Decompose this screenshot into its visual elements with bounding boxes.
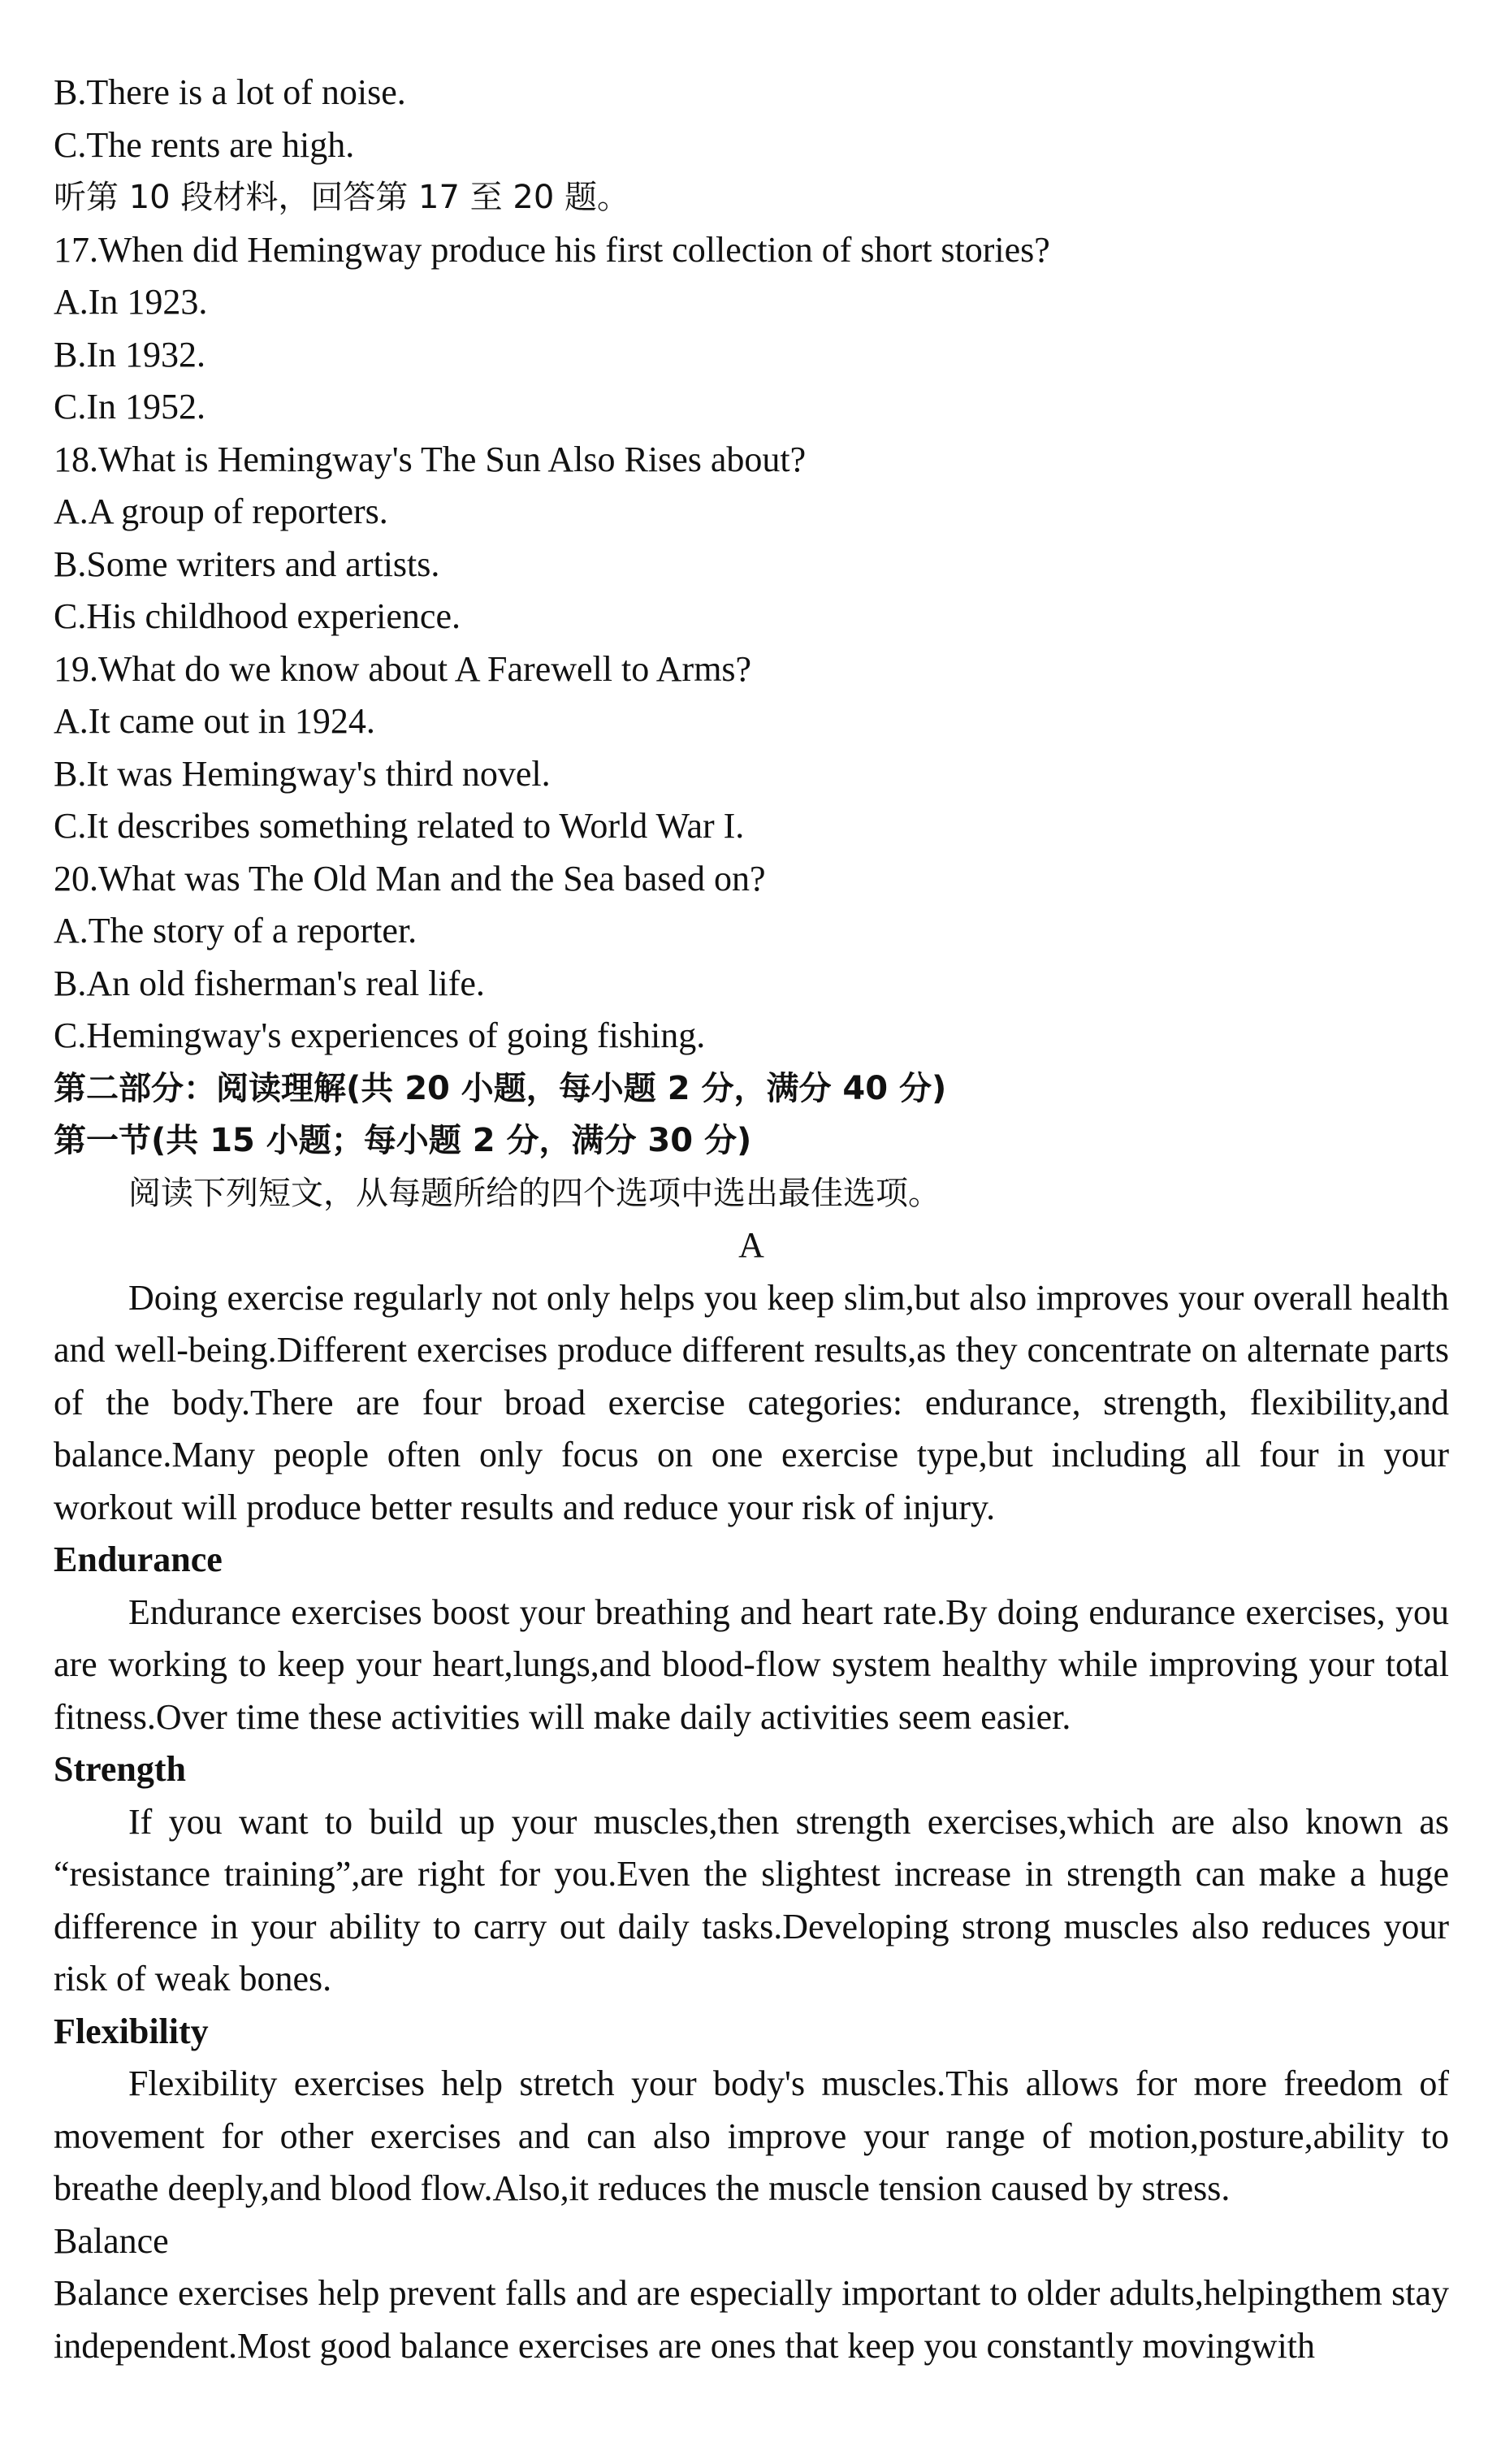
question-stem: 17.When did Hemingway produce his first collection of short stories? — [54, 229, 1050, 270]
option-line: B.Some writers and artists. — [54, 543, 440, 584]
page-content — [54, 67, 1449, 2372]
question-stem: 20.What was The Old Man and the Sea based on? — [54, 858, 766, 899]
flexibility-paragraph: Flexibility exercises help stretch your body's muscles.This allows for more freedom of movement for other exercises and can also improve your range of motion,posture,ability to breathe deeply,and blood flow.Also,it reduces the muscle tension caused by stress. — [54, 2063, 1449, 2208]
option-line: B.There is a lot of noise. — [54, 72, 406, 112]
option-line: A.It came out in 1924. — [54, 701, 375, 741]
reading-instruction: 阅读下列短文，从每题所给的四个选项中选出最佳选项。 — [128, 1174, 941, 1212]
passage-letter: A — [738, 1225, 764, 1265]
option-line: A.The story of a reporter. — [54, 911, 417, 951]
strength-paragraph: If you want to build up your muscles,then strength exercises,which are also known as “resistance training”,are right for you.Even the slightest increase in strength can make a huge difference in your ability to carry out daily tasks.Developing strong muscles also reduces your risk of weak bones. — [54, 1801, 1449, 1998]
option-line: B.An old fisherman's real life. — [54, 963, 485, 1003]
option-line: C.It describes something related to World War I. — [54, 806, 745, 846]
option-line: C.Hemingway's experiences of going fishing. — [54, 1015, 706, 1055]
option-line: B.In 1932. — [54, 334, 205, 375]
endurance-paragraph: Endurance exercises boost your breathing and heart rate.By doing endurance exercises, you are working to keep your heart,lungs,and blood-flow system healthy while improving your total fitness.Over time these activities will make daily activities seem easier. — [54, 1591, 1449, 1737]
option-line: B.It was Hemingway's third novel. — [54, 753, 551, 794]
option-line: C.The rents are high. — [54, 124, 355, 165]
part-title: 第二部分：阅读理解(共 20 小题，每小题 2 分，满分 40 分) — [54, 1069, 947, 1107]
option-line: C.In 1952. — [54, 387, 205, 427]
section-title: 第一节(共 15 小题；每小题 2 分，满分 30 分) — [54, 1122, 752, 1159]
flexibility-heading: Flexibility — [54, 2011, 209, 2051]
endurance-heading: Endurance — [54, 1539, 223, 1579]
balance-paragraph: Balance exercises help prevent falls and are especially important to older adults,helpingthem stay independent.Most good balance exercises are ones that keep you constantly movingwith — [54, 2273, 1449, 2366]
option-line: A.In 1923. — [54, 282, 208, 322]
option-line: C.His childhood experience. — [54, 596, 461, 636]
option-line: A.A group of reporters. — [54, 492, 388, 531]
strength-heading: Strength — [54, 1749, 186, 1789]
question-stem: 18.What is Hemingway's The Sun Also Rises about? — [54, 439, 807, 479]
balance-heading: Balance — [54, 2220, 169, 2261]
passage-intro: Doing exercise regularly not only helps you keep slim,but also improves your overall health and well-being.Different exercises produce different results,as they concentrate on alternate parts of the body.There are four broad exercise categories: endurance, strength, flexibility,and balance.Many people often only focus on one exercise type,but including all four in your workout will produce better results and reduce your risk of injury. — [54, 1277, 1449, 1527]
section-instruction: 听第 10 段材料，回答第 17 至 20 题。 — [54, 179, 629, 216]
question-stem: 19.What do we know about A Farewell to Arms? — [54, 648, 752, 689]
